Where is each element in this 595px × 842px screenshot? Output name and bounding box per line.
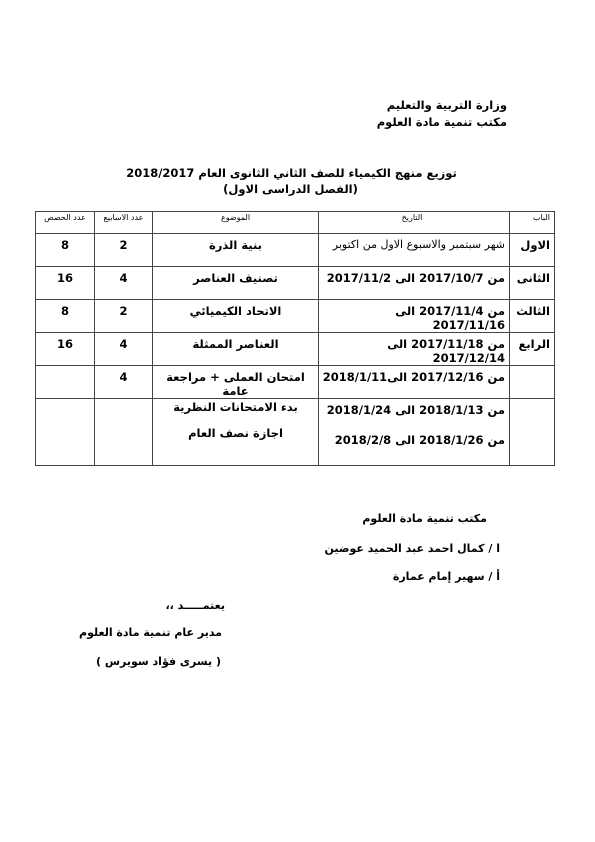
row-date: من 2017/12/16 الى2018/1/11 xyxy=(319,366,510,399)
row-weeks: 4 xyxy=(95,267,153,300)
row-weeks: 2 xyxy=(95,234,153,267)
director-name: ( يسرى فؤاد سويرس ) xyxy=(95,655,221,668)
row-periods: 16 xyxy=(36,333,95,366)
row-weeks: 4 xyxy=(95,333,153,366)
holiday-date: من 2018/1/26 الى 2018/2/8 xyxy=(334,433,505,447)
table-row xyxy=(36,267,555,300)
row-topic: الاتحاد الكيميائي xyxy=(153,300,319,333)
row-topic: العناصر الممثلة xyxy=(153,333,319,366)
row-weeks: 4 xyxy=(95,366,153,399)
row-periods: 16 xyxy=(36,267,95,300)
row-bab: الرابع xyxy=(510,333,555,366)
row-bab: الثانى xyxy=(510,267,555,300)
row-date: شهر سبتمبر والاسبوع الاول من اكتوبر xyxy=(319,234,510,267)
table-row xyxy=(36,300,555,333)
header-topic: الموضوع xyxy=(153,212,319,234)
semester-subtitle: (الفصل الدراسى الاول) xyxy=(223,182,358,196)
header-date: التاريخ xyxy=(319,212,510,234)
row-date: من 2017/11/18 الى 2017/12/14 xyxy=(319,333,510,366)
table-row xyxy=(36,399,555,466)
signature-name-2: أ / سهير إمام عمارة xyxy=(392,570,500,583)
director-title: مدير عام تنمية مادة العلوم xyxy=(79,626,222,639)
signature-name-1: ا / كمال احمد عبد الحميد عوضين xyxy=(324,542,500,555)
curriculum-table xyxy=(35,211,555,466)
row-date xyxy=(319,399,510,466)
row-weeks: 2 xyxy=(95,300,153,333)
row-date: من 2017/10/7 الى 2017/11/2 xyxy=(319,267,510,300)
row-bab xyxy=(510,366,555,399)
row-periods xyxy=(36,399,95,466)
signature-office: مكتب تنمية مادة العلوم xyxy=(362,512,487,525)
table-row xyxy=(36,234,555,267)
header-bab: الباب xyxy=(510,212,555,234)
header-periods: عدد الحصص xyxy=(36,212,95,234)
row-topic: تصنيف العناصر xyxy=(153,267,319,300)
row-topic: بنية الذرة xyxy=(153,234,319,267)
row-bab xyxy=(510,399,555,466)
table-row xyxy=(36,366,555,399)
exam-topic: بدء الامتحانات النظرية xyxy=(173,400,298,414)
row-periods: 8 xyxy=(36,234,95,267)
row-topic xyxy=(153,399,319,466)
office-name: مكتب تنمية مادة العلوم xyxy=(376,115,507,129)
row-bab: الثالث xyxy=(510,300,555,333)
table-header-row xyxy=(36,212,555,234)
row-topic: امتحان العملى + مراجعة عامة xyxy=(153,366,319,399)
row-bab: الاول xyxy=(510,234,555,267)
approval-label: يعتمـــــد ،، xyxy=(165,599,225,612)
row-periods: 8 xyxy=(36,300,95,333)
document-title: توزيع منهج الكيمياء للصف الثاني الثانوى العام 2018/2017 xyxy=(126,166,457,180)
table-row xyxy=(36,333,555,366)
holiday-topic: اجازة نصف العام xyxy=(188,426,283,440)
row-date: من 2017/11/4 الى 2017/11/16 xyxy=(319,300,510,333)
row-weeks xyxy=(95,399,153,466)
row-periods xyxy=(36,366,95,399)
ministry-name: وزارة التربية والتعليم xyxy=(386,98,507,112)
exam-date: من 2018/1/13 الى 2018/1/24 xyxy=(326,403,505,417)
header-weeks: عدد الاسابيع xyxy=(95,212,153,234)
